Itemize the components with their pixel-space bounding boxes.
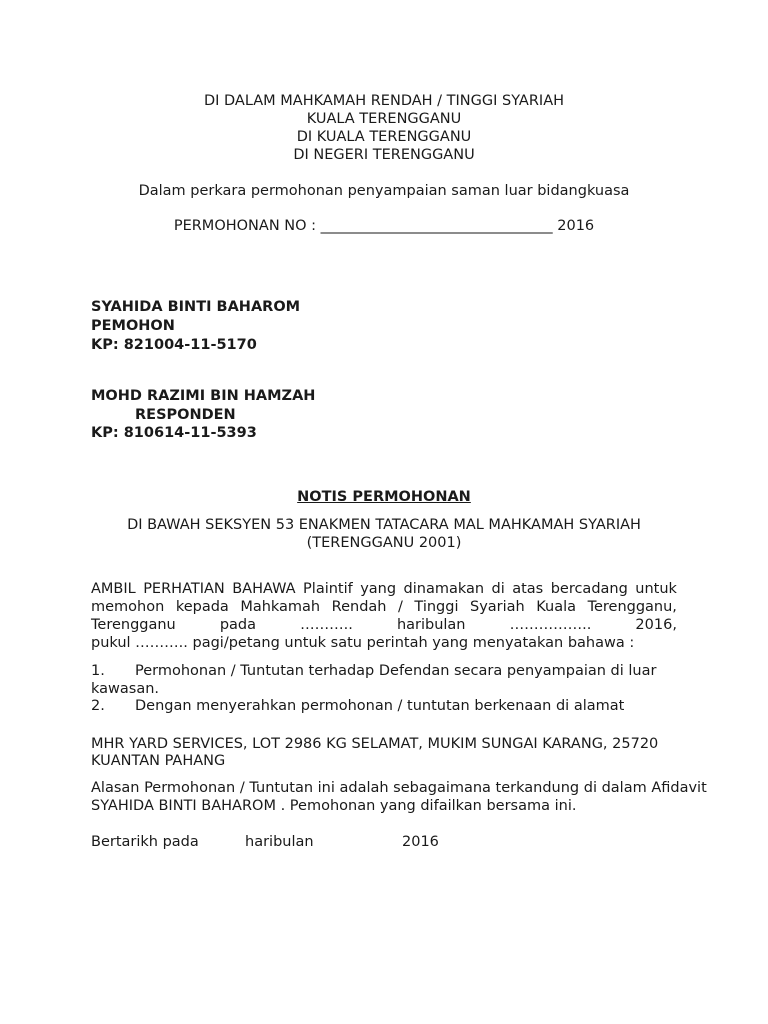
dated-day: haribulan — [245, 834, 314, 850]
respondent-name: MOHD RAZIMI BIN HAMZAH — [91, 388, 316, 404]
word: PERHATIAN — [143, 581, 225, 597]
word: dinamakan — [403, 581, 485, 597]
section-line-2: (TERENGGANU 2001) — [306, 535, 462, 551]
word: pada — [219, 617, 257, 633]
word: 2016, — [635, 617, 677, 633]
word: atas — [512, 581, 544, 597]
item-2-text: Dengan menyerahkan permohonan / tuntutan berkenaan di alamat — [135, 698, 625, 714]
dated-label: Bertarikh pada — [91, 834, 199, 850]
court-city: DI KUALA TERENGGANU — [296, 129, 472, 145]
item-1-text: Permohonan / Tuntutan terhadap Defendan secara penyampaian di luar — [135, 663, 657, 679]
paragraph-line-3 — [91, 616, 677, 634]
word: untuk — [635, 581, 677, 597]
word: di — [491, 581, 505, 597]
notice-title: NOTIS PERMOHONAN — [297, 489, 471, 505]
item-1-number: 1. — [91, 663, 105, 679]
court-state: DI NEGERI TERENGGANU — [293, 147, 475, 163]
item-2-number: 2. — [91, 698, 105, 714]
word: bercadang — [550, 581, 628, 597]
paragraph-line-2 — [91, 598, 677, 616]
word: Tinggi — [414, 599, 459, 615]
application-number: PERMOHONAN NO : ________________________________ 2016 — [173, 218, 595, 234]
word: Kuala — [536, 599, 577, 615]
word: memohon — [91, 599, 165, 615]
word: Terengganu — [91, 617, 176, 633]
word: Plaintif — [303, 581, 353, 597]
word: Terengganu, — [587, 599, 677, 615]
item-1-continuation: kawasan. — [91, 681, 160, 697]
address-line-2: KUANTAN PAHANG — [91, 753, 226, 769]
word: BAHAWA — [232, 581, 296, 597]
word: haribulan — [396, 617, 466, 633]
paragraph-line-4: pukul ……….. pagi/petang untuk satu perintah yang menyatakan bahawa : — [91, 635, 635, 651]
court-location: KUALA TERENGGANU — [306, 111, 462, 127]
paragraph-line-1 — [91, 580, 677, 598]
respondent-role: RESPONDEN — [135, 407, 236, 423]
dated-year: 2016 — [402, 834, 439, 850]
reason-line-1: Alasan Permohonan / Tuntutan ini adalah sebagaimana terkandung di dalam Afidavit — [91, 780, 707, 796]
court-title: DI DALAM MAHKAMAH RENDAH / TINGGI SYARIAH — [203, 93, 565, 109]
word: Mahkamah — [240, 599, 321, 615]
matter-line: Dalam perkara permohonan penyampaian saman luar bidangkuasa — [138, 183, 630, 199]
word: Syariah — [470, 599, 525, 615]
word: AMBIL — [91, 581, 136, 597]
section-line-1: DI BAWAH SEKSYEN 53 ENAKMEN TATACARA MAL MAHKAMAH SYARIAH — [127, 517, 641, 533]
respondent-kp: KP: 810614-11-5393 — [91, 425, 257, 441]
word: yang — [360, 581, 397, 597]
address-line-1: MHR YARD SERVICES, LOT 2986 KG SELAMAT, MUKIM SUNGAI KARANG, 25720 — [91, 736, 659, 752]
word: Rendah — [331, 599, 387, 615]
word: …………….. — [509, 617, 592, 633]
word: ……….. — [300, 617, 353, 633]
word: / — [398, 599, 403, 615]
applicant-name: SYAHIDA BINTI BAHAROM — [91, 299, 301, 315]
reason-line-2: SYAHIDA BINTI BAHAROM . Pemohonan yang difailkan bersama ini. — [91, 798, 577, 814]
word: kepada — [175, 599, 229, 615]
applicant-kp: KP: 821004-11-5170 — [91, 337, 257, 353]
applicant-role: PEMOHON — [91, 318, 175, 334]
